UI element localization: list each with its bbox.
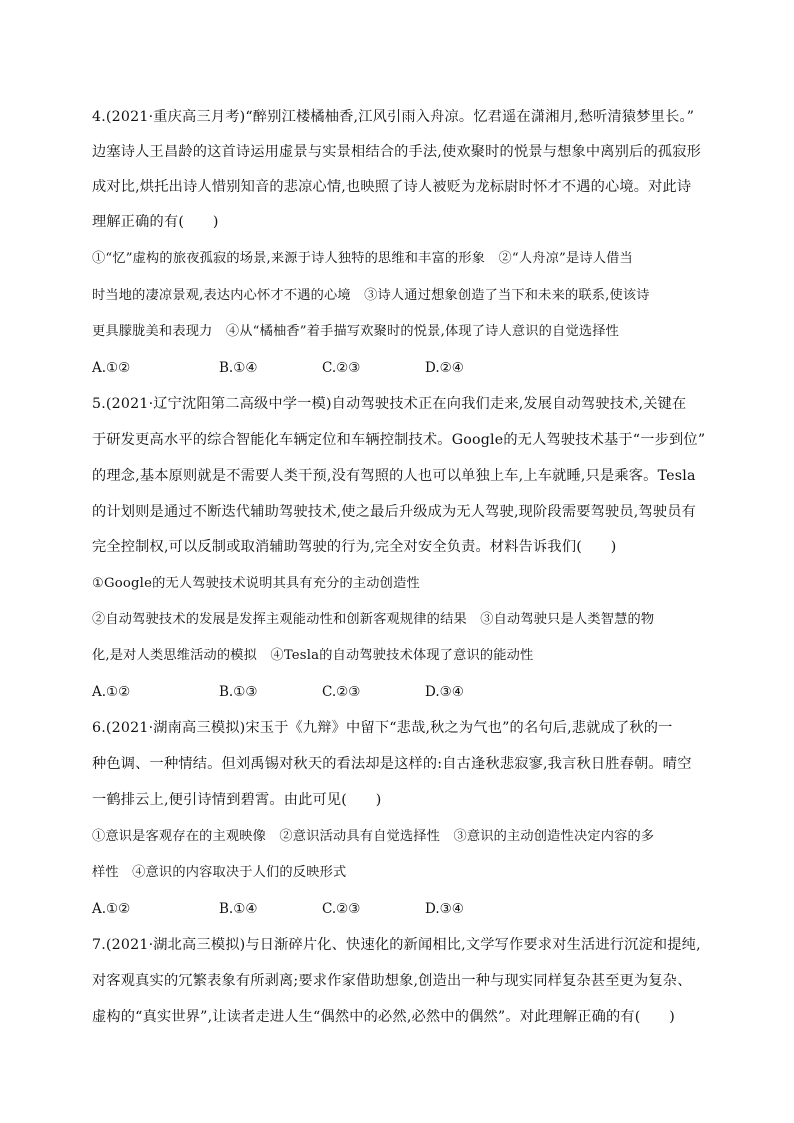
question-4-line-2: 边塞诗人王昌龄的这首诗运用虚景与实景相结合的手法,使欢聚时的悦景与想象中离别后的孤寂形	[92, 144, 701, 160]
question-5-option-b[interactable]: B.①③	[219, 684, 258, 700]
question-4-option-b[interactable]: B.①④	[219, 360, 258, 376]
question-5-statement-line-3: 化,是对人类思维活动的模拟 ④Tesla的自动驾驶技术体现了意识的能动性	[92, 648, 534, 663]
question-5-line-3: 的理念,基本原则就是不需要人类干预,没有驾照的人也可以单独上车,上车就睡,只是乘客。Tesla	[92, 468, 696, 484]
question-7-line-1: 7.(2021·湖北高三模拟)与日渐碎片化、快速化的新闻相比,文学写作要求对生活进行沉淀和提纯,	[92, 937, 701, 953]
question-4-statement-line-2: 时当地的凄凉景观,表达内心怀才不遇的心境 ③诗人通过想象创造了当下和未来的联系,使该诗	[92, 288, 650, 303]
question-5-line-5: 完全控制权,可以反制或取消辅助驾驶的行为,完全对安全负责。材料告诉我们( )	[92, 539, 617, 555]
question-6-line-1: 6.(2021·湖南高三模拟)宋玉于《九辩》中留下“悲哉,秋之为气也”的名句后,悲就成了秋的一	[92, 720, 673, 736]
question-5-line-1: 5.(2021·辽宁沈阳第二高级中学一模)自动驾驶技术正在向我们走来,发展自动驾驶技术,关键在	[92, 396, 687, 412]
question-4-line-3: 成对比,烘托出诗人惜别知音的悲凉心情,也映照了诗人被贬为龙标尉时怀才不遇的心境。对此诗	[92, 179, 692, 195]
question-7-line-2: 对客观真实的冗繁表象有所剥离;要求作家借助想象,创造出一种与现实同样复杂甚至更为复杂、	[92, 973, 692, 989]
question-5-option-d[interactable]: D.③④	[425, 684, 464, 700]
question-6-statement-line-2: 样性 ④意识的内容取决于人们的反映形式	[92, 865, 347, 880]
question-5-statement-line-2: ②自动驾驶技术的发展是发挥主观能动性和创新客观规律的结果 ③自动驾驶只是人类智慧的物	[92, 612, 655, 627]
question-4-statement-line-1: ①“忆”虚构的旅夜孤寂的场景,来源于诗人独特的思维和丰富的形象 ②“人舟凉”是诗人借当	[92, 251, 633, 266]
question-5-option-c[interactable]: C.②③	[322, 684, 361, 700]
question-7-line-3: 虚构的“真实世界”,让读者走进人生“偶然中的必然,必然中的偶然”。对此理解正确的有( )	[92, 1009, 676, 1025]
question-5-line-4: 的计划则是通过不断迭代辅助驾驶技术,使之最后升级成为无人驾驶,现阶段需要驾驶员,驾驶员有	[92, 504, 697, 520]
question-6-option-d[interactable]: D.③④	[425, 901, 464, 917]
question-4-statement-line-3: 更具朦胧美和表现力 ④从“橘柚香”着手描写欢聚时的悦景,体现了诗人意识的自觉选择性	[92, 324, 619, 339]
question-6-option-b[interactable]: B.①④	[219, 901, 258, 917]
question-4-line-4: 理解正确的有( )	[92, 214, 219, 230]
question-4-line-1: 4.(2021·重庆高三月考)“醉别江楼橘柚香,江风引雨入舟凉。忆君遥在潇湘月,愁听清猿梦里长。”	[92, 109, 695, 125]
question-6-option-c[interactable]: C.②③	[322, 901, 361, 917]
question-6-statement-line-1: ①意识是客观存在的主观映像 ②意识活动具有自觉选择性 ③意识的主动创造性决定内容的多	[92, 829, 655, 844]
question-5-statement-line-1: ①Google的无人驾驶技术说明其具有充分的主动创造性	[92, 576, 420, 591]
question-6-line-2: 种色调、一种情结。但刘禹锡对秋天的看法却是这样的:自古逢秋悲寂寥,我言秋日胜春朝。晴空	[92, 756, 692, 772]
question-6-line-3: 一鹤排云上,便引诗情到碧霄。由此可见( )	[92, 792, 382, 808]
question-4-option-a[interactable]: A.①②	[92, 360, 131, 376]
question-5-line-2: 于研发更高水平的综合智能化车辆定位和车辆控制技术。Google的无人驾驶技术基于“一步到位”	[92, 432, 706, 448]
question-5-option-a[interactable]: A.①②	[92, 684, 131, 700]
question-4-option-d[interactable]: D.②④	[425, 360, 464, 376]
question-4-option-c[interactable]: C.②③	[322, 360, 361, 376]
question-6-option-a[interactable]: A.①②	[92, 901, 131, 917]
